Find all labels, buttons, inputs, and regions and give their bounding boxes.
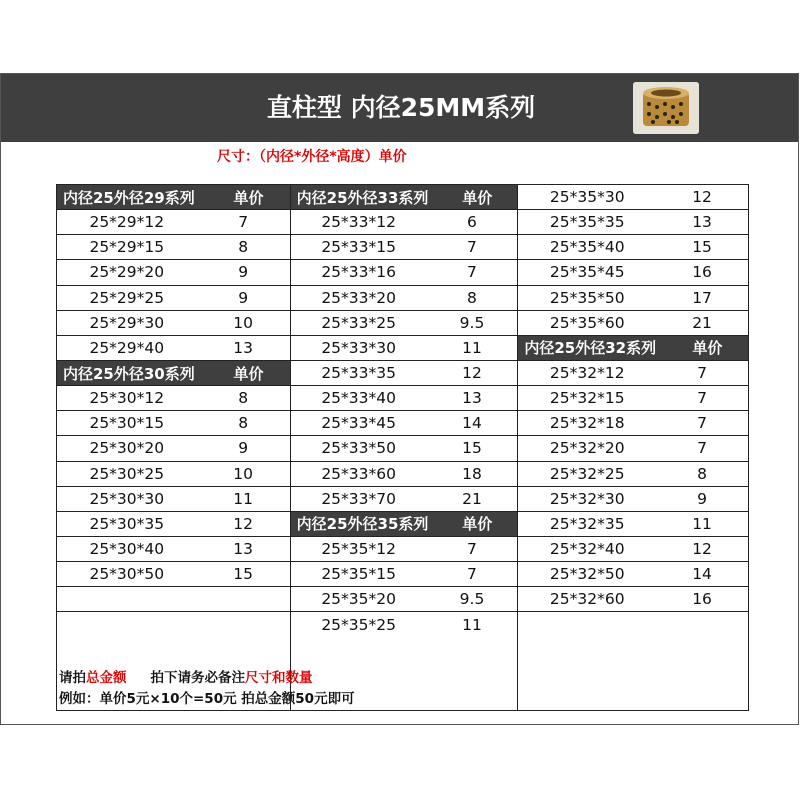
price-cell: 16 <box>692 590 712 609</box>
table-row <box>518 361 748 386</box>
size-cell: 25*35*60 <box>549 313 625 332</box>
table-row <box>57 612 290 637</box>
price-cell: 8 <box>697 464 707 483</box>
size-cell: 25*29*20 <box>89 263 165 282</box>
table-row <box>57 286 290 311</box>
price-cell: 12 <box>233 514 253 533</box>
size-cell: 25*29*25 <box>89 288 165 307</box>
price-cell: 18 <box>462 464 482 483</box>
series-title: 内径25外径33系列 <box>296 188 429 207</box>
table-row <box>518 562 748 587</box>
series-title: 内径25外径29系列 <box>63 188 195 207</box>
size-cell: 25*32*18 <box>549 414 625 433</box>
price-cell: 8 <box>238 414 249 433</box>
table-row <box>57 487 290 512</box>
series-header-row <box>291 512 518 537</box>
price-cell: 15 <box>233 565 253 584</box>
table-row <box>57 260 290 285</box>
size-cell: 25*32*15 <box>549 389 625 408</box>
size-cell: 25*33*15 <box>321 238 396 257</box>
price-cell: 14 <box>462 414 482 433</box>
price-tables <box>56 184 749 711</box>
instruction-highlight: 尺寸和数量 <box>245 670 313 686</box>
page-title: 直柱型 内径25MM系列 <box>266 93 536 122</box>
price-cell: 21 <box>462 489 482 508</box>
price-header: 单价 <box>233 364 264 383</box>
price-cell: 14 <box>692 565 712 584</box>
price-cell: 10 <box>233 464 253 483</box>
table-row <box>57 587 290 612</box>
table-row <box>291 537 518 562</box>
table-row <box>57 411 290 436</box>
order-example: 例如：单价5元×10个=50元 拍总金额50元即可 <box>59 691 355 707</box>
price-cell: 16 <box>692 263 712 282</box>
price-cell: 15 <box>692 238 712 257</box>
price-cell: 11 <box>233 489 253 508</box>
price-header: 单价 <box>462 515 493 534</box>
table-row <box>518 537 748 562</box>
size-cell: 25*33*50 <box>321 439 396 458</box>
table-row <box>518 235 748 260</box>
price-cell: 7 <box>697 364 707 383</box>
table-row <box>518 286 748 311</box>
size-cell: 25*29*40 <box>89 338 165 357</box>
table-row <box>291 336 518 361</box>
series-header-row <box>57 361 290 386</box>
size-cell: 25*32*20 <box>549 439 625 458</box>
size-cell: 25*30*40 <box>89 540 165 559</box>
price-cell: 8 <box>238 389 249 408</box>
table-row <box>518 185 748 210</box>
table-row <box>518 386 748 411</box>
size-cell: 25*30*35 <box>89 514 165 533</box>
price-cell: 9.5 <box>459 313 485 332</box>
price-cell: 9.5 <box>459 590 485 609</box>
price-cell: 7 <box>697 389 707 408</box>
table-row <box>291 612 518 637</box>
table-row <box>291 436 518 461</box>
table-row <box>518 436 748 461</box>
price-cell: 9 <box>697 489 707 508</box>
series-title: 内径25外径32系列 <box>524 339 657 358</box>
price-cell: 7 <box>697 439 707 458</box>
series-title: 内径25外径30系列 <box>63 364 195 383</box>
price-cell: 9 <box>238 439 249 458</box>
size-cell: 25*30*30 <box>89 489 165 508</box>
table-row <box>291 386 518 411</box>
price-cell: 7 <box>467 540 477 559</box>
size-cell: 25*32*12 <box>549 364 625 383</box>
size-cell: 25*33*40 <box>321 389 396 408</box>
table-row <box>291 210 518 235</box>
size-cell: 25*30*50 <box>89 565 165 584</box>
table-row <box>57 311 290 336</box>
price-header: 单价 <box>692 339 723 358</box>
table-row <box>518 512 748 537</box>
size-cell: 25*35*12 <box>321 540 396 559</box>
size-cell: 25*32*35 <box>549 514 625 533</box>
order-instruction <box>59 666 313 686</box>
table-column-1 <box>57 185 290 710</box>
price-header: 单价 <box>462 188 493 207</box>
size-cell: 25*29*30 <box>89 313 165 332</box>
price-cell: 12 <box>462 364 482 383</box>
size-cell: 25*30*12 <box>89 389 165 408</box>
instruction-highlight: 总金额 <box>86 670 127 686</box>
size-cell: 25*33*16 <box>321 263 396 282</box>
table-row <box>291 235 518 260</box>
size-cell: 25*35*40 <box>549 238 625 257</box>
size-cell: 25*32*25 <box>549 464 625 483</box>
price-cell: 7 <box>697 414 707 433</box>
instruction-text: 拍下请务必备注 <box>150 670 245 686</box>
table-row <box>518 311 748 336</box>
table-column-2 <box>290 185 518 710</box>
table-row <box>291 587 518 612</box>
table-row <box>57 537 290 562</box>
size-cell: 25*33*20 <box>321 288 396 307</box>
size-cell: 25*32*60 <box>549 590 625 609</box>
table-row <box>291 411 518 436</box>
table-row <box>57 210 290 235</box>
size-cell: 25*30*25 <box>89 464 165 483</box>
size-cell: 25*29*15 <box>89 238 165 257</box>
price-cell: 7 <box>467 565 477 584</box>
table-row <box>291 562 518 587</box>
size-cell: 25*33*60 <box>321 464 396 483</box>
price-cell: 15 <box>462 439 482 458</box>
table-row <box>57 562 290 587</box>
size-cell: 25*30*15 <box>89 414 165 433</box>
table-row <box>57 512 290 537</box>
instruction-text: 请拍 <box>59 670 86 686</box>
table-row <box>57 386 290 411</box>
series-header-row <box>57 185 290 210</box>
table-row <box>518 260 748 285</box>
price-cell: 11 <box>462 338 482 357</box>
size-cell: 25*35*15 <box>321 565 396 584</box>
table-row <box>518 587 748 612</box>
size-cell: 25*32*50 <box>549 565 625 584</box>
table-row <box>57 462 290 487</box>
price-cell: 13 <box>233 338 253 357</box>
size-cell: 25*35*35 <box>549 213 625 232</box>
size-cell: 25*35*20 <box>321 590 396 609</box>
size-cell: 25*33*25 <box>321 313 396 332</box>
table-row <box>291 311 518 336</box>
size-cell: 25*32*30 <box>549 489 625 508</box>
series-title: 内径25外径35系列 <box>296 515 429 534</box>
price-cell: 11 <box>462 615 482 634</box>
bronze-bushing-icon <box>633 82 699 134</box>
table-row <box>291 286 518 311</box>
series-header-row <box>291 185 518 210</box>
table-row <box>291 260 518 285</box>
table-column-3 <box>517 185 748 710</box>
price-cell: 7 <box>238 213 249 232</box>
product-sheet <box>0 73 799 725</box>
title-banner <box>1 74 798 142</box>
table-row <box>291 487 518 512</box>
series-header-row <box>518 336 748 361</box>
price-cell: 11 <box>692 514 712 533</box>
size-cell: 25*30*20 <box>89 439 165 458</box>
table-row <box>518 612 748 637</box>
table-row <box>291 361 518 386</box>
size-cell: 25*35*30 <box>549 188 625 207</box>
price-cell: 10 <box>233 313 253 332</box>
table-row <box>518 487 748 512</box>
price-cell: 13 <box>233 540 253 559</box>
table-row <box>518 411 748 436</box>
size-cell: 25*29*12 <box>89 213 165 232</box>
price-cell: 9 <box>238 288 249 307</box>
size-cell: 25*33*45 <box>321 414 396 433</box>
size-format-note: 尺寸：（内径*外径*高度）单价 <box>217 149 407 165</box>
price-cell: 13 <box>462 389 482 408</box>
price-cell: 8 <box>467 288 477 307</box>
price-cell: 9 <box>238 263 249 282</box>
price-cell: 17 <box>692 288 712 307</box>
table-row <box>57 436 290 461</box>
table-row <box>57 235 290 260</box>
price-cell: 13 <box>692 213 712 232</box>
price-cell: 12 <box>692 188 712 207</box>
size-cell: 25*33*70 <box>321 489 396 508</box>
price-cell: 7 <box>467 238 477 257</box>
price-cell: 7 <box>467 263 477 282</box>
size-cell: 25*35*50 <box>549 288 625 307</box>
price-cell: 21 <box>692 313 712 332</box>
size-cell: 25*35*45 <box>549 263 625 282</box>
price-cell: 8 <box>238 238 249 257</box>
table-row <box>57 336 290 361</box>
price-cell: 12 <box>692 540 712 559</box>
size-cell: 25*33*30 <box>321 338 396 357</box>
table-row <box>518 210 748 235</box>
size-cell: 25*33*35 <box>321 364 396 383</box>
size-cell: 25*35*25 <box>321 615 396 634</box>
table-row <box>291 462 518 487</box>
price-cell: 6 <box>467 213 477 232</box>
size-cell: 25*33*12 <box>321 213 396 232</box>
table-row <box>518 462 748 487</box>
price-header: 单价 <box>233 188 264 207</box>
size-cell: 25*32*40 <box>549 540 625 559</box>
